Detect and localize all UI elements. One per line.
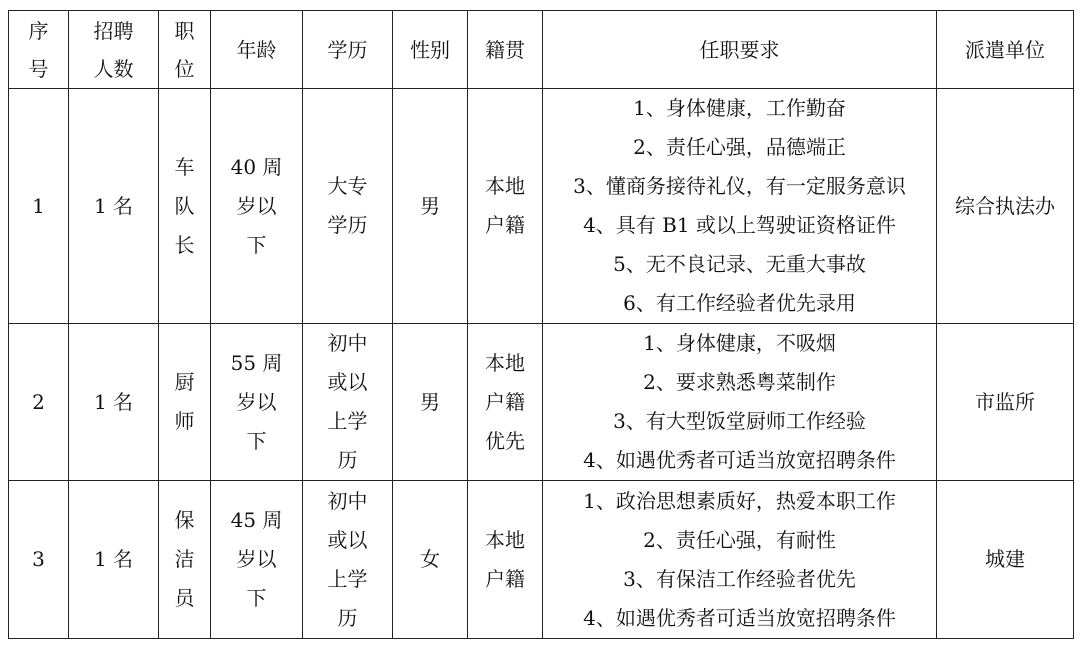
age-line: 45 周 [230, 508, 283, 532]
position-line: 厨 [174, 370, 195, 394]
position-line: 师 [174, 409, 195, 433]
cell-unit: 综合执法办 [937, 89, 1074, 324]
cell-count: 1 名 [69, 324, 159, 481]
header-gender-line: 性别 [410, 37, 450, 62]
cell-age [211, 89, 303, 324]
cell-position [159, 481, 211, 639]
header-count [69, 11, 159, 89]
header-position-line: 职 [174, 18, 195, 43]
cell-position [159, 89, 211, 324]
cell-education [303, 324, 393, 481]
age-line: 40 周 [230, 154, 283, 179]
requirement-item: 4、如遇优秀者可适当放宽招聘条件 [583, 605, 896, 630]
header-requirements-line: 任职要求 [699, 37, 780, 62]
requirement-item: 1、政治思想素质好，热爱本职工作 [583, 488, 896, 513]
age-line: 下 [246, 586, 267, 610]
education-line: 或以 [327, 370, 368, 394]
cell-requirements [543, 89, 937, 324]
origin-line: 本地 [485, 350, 525, 375]
requirement-item: 3、有大型饭堂厨师工作经验 [613, 409, 866, 433]
origin-line: 户籍 [485, 566, 525, 591]
position-line: 员 [174, 586, 195, 610]
header-education-line: 学历 [327, 37, 368, 62]
header-age-line: 年龄 [236, 37, 277, 62]
origin-line: 本地 [485, 174, 525, 198]
header-education [303, 11, 393, 89]
cell-seq: 1 [9, 89, 69, 324]
cell-unit: 市监所 [937, 324, 1074, 481]
cell-seq: 2 [9, 324, 69, 481]
education-line: 大专 [327, 174, 368, 198]
requirement-item: 2、责任心强，品德端正 [633, 135, 846, 159]
education-line: 上学 [327, 409, 368, 433]
position-line: 长 [174, 232, 195, 257]
requirement-item: 3、懂商务接待礼仪，有一定服务意识 [573, 174, 906, 198]
header-seq-line: 号 [28, 56, 49, 81]
header-seq [9, 11, 69, 89]
header-age [211, 11, 303, 89]
cell-gender: 男 [393, 324, 468, 481]
cell-requirements [543, 481, 937, 639]
position-line: 车 [174, 154, 195, 179]
education-line: 初中 [327, 488, 368, 513]
cell-age [211, 481, 303, 639]
position-line: 保 [174, 508, 195, 532]
requirement-item: 2、要求熟悉粤菜制作 [643, 370, 836, 394]
cell-age [211, 324, 303, 481]
header-requirements [543, 11, 937, 89]
header-unit-line: 派遣单位 [965, 37, 1045, 62]
education-line: 历 [337, 605, 358, 630]
education-line: 上学 [327, 566, 368, 591]
cell-origin [468, 324, 543, 481]
header-origin [468, 11, 543, 89]
header-count-line: 人数 [93, 56, 134, 81]
age-line: 岁以 [236, 547, 277, 571]
origin-line: 本地 [485, 527, 525, 552]
cell-count: 1 名 [69, 89, 159, 324]
header-row [9, 11, 1074, 89]
age-line: 岁以 [236, 389, 277, 414]
cell-count: 1 名 [69, 481, 159, 639]
header-unit [937, 11, 1074, 89]
position-line: 洁 [174, 547, 195, 571]
cell-position [159, 324, 211, 481]
cell-education [303, 89, 393, 324]
education-line: 初中 [327, 331, 368, 355]
header-position [159, 11, 211, 89]
header-count-line: 招聘 [93, 18, 134, 43]
cell-seq: 3 [9, 481, 69, 639]
table-row [9, 89, 1074, 324]
requirement-item: 6、有工作经验者优先录用 [623, 291, 856, 315]
table-row [9, 324, 1074, 481]
origin-line: 户籍 [485, 389, 525, 414]
cell-gender: 女 [393, 481, 468, 639]
education-line: 历 [337, 448, 358, 472]
origin-line: 优先 [485, 428, 525, 453]
position-line: 队 [174, 193, 195, 218]
header-seq-line: 序 [28, 18, 49, 43]
requirement-item: 5、无不良记录、无重大事故 [613, 252, 866, 276]
header-origin-line: 籍贯 [485, 37, 525, 62]
cell-requirements [543, 324, 937, 481]
age-line: 下 [246, 232, 267, 257]
requirement-item: 2、责任心强，有耐性 [643, 527, 836, 552]
age-line: 下 [246, 428, 267, 453]
cell-origin [468, 481, 543, 639]
origin-line: 户籍 [485, 213, 525, 237]
education-line: 学历 [327, 213, 368, 237]
requirement-item: 3、有保洁工作经验者优先 [623, 566, 856, 591]
cell-origin [468, 89, 543, 324]
requirement-item: 4、具有 B1 或以上驾驶证资格证件 [583, 213, 896, 237]
age-line: 岁以 [236, 193, 277, 218]
cell-unit: 城建 [937, 481, 1074, 639]
requirement-item: 4、如遇优秀者可适当放宽招聘条件 [583, 448, 896, 472]
header-position-line: 位 [174, 56, 195, 81]
header-gender [393, 11, 468, 89]
cell-education [303, 481, 393, 639]
age-line: 55 周 [230, 350, 283, 375]
requirement-item: 1、身体健康，不吸烟 [643, 331, 836, 355]
cell-gender: 男 [393, 89, 468, 324]
requirement-item: 1、身体健康，工作勤奋 [633, 96, 846, 120]
education-line: 或以 [327, 527, 368, 552]
table-row [9, 481, 1074, 639]
recruitment-table [8, 10, 1074, 639]
